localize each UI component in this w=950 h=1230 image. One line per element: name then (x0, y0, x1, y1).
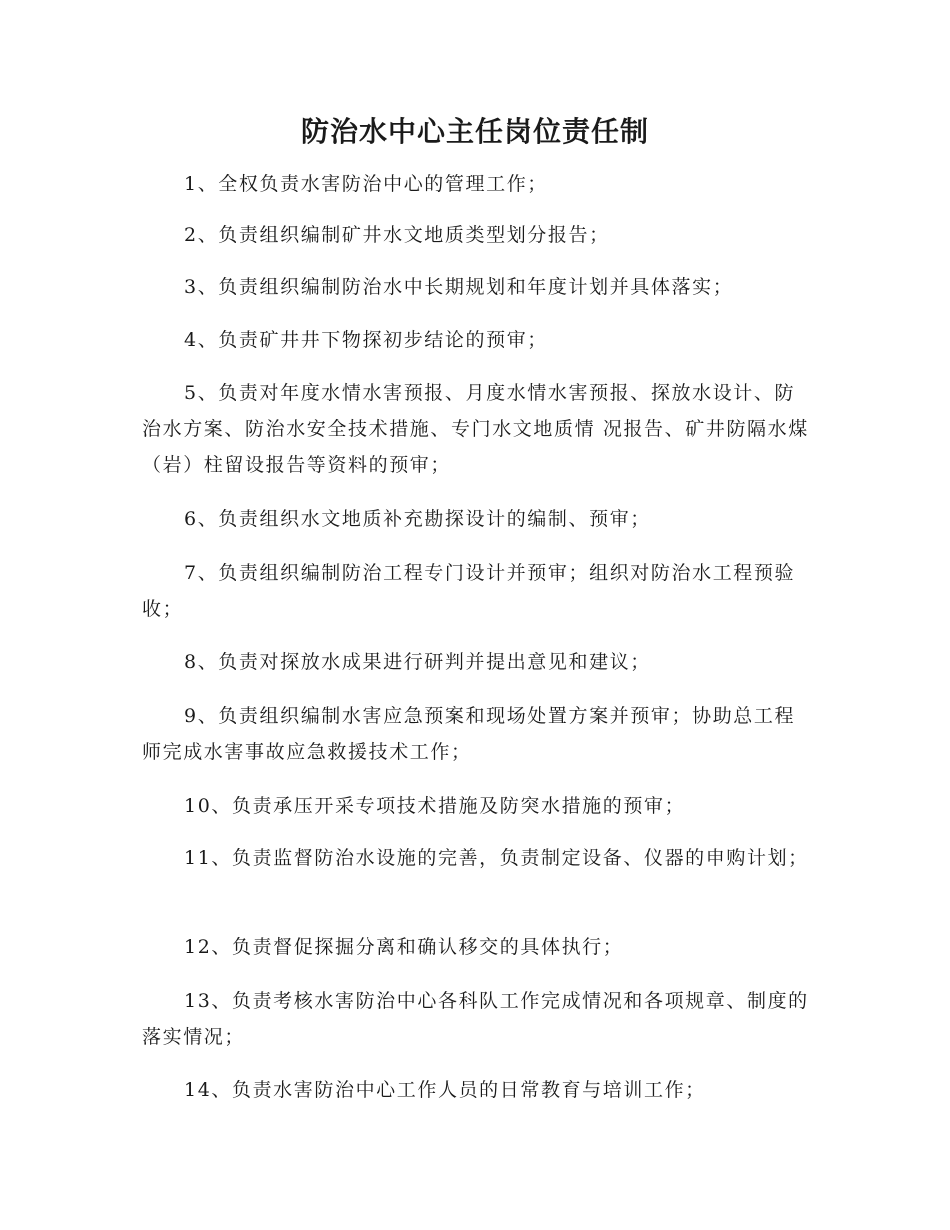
duty-item-5: 5、负责对年度水情水害预报、月度水情水害预报、探放水设计、防治水方案、防治水安全技术措施、专门水文地质情 况报告、矿井防隔水煤（岩）柱留设报告等资料的预审； (142, 382, 809, 476)
duty-item-12: 12、负责督促探掘分离和确认移交的具体执行； (184, 936, 624, 958)
duty-item-6: 6、负责组织水文地质补充勘探设计的编制、预审； (184, 508, 651, 530)
document-title: 防治水中心主任岗位责任制 (300, 115, 649, 148)
duty-item-14: 14、负责水害防治中心工作人员的日常教育与培训工作； (184, 1079, 706, 1101)
duty-item-2: 2、负责组织编制矿井水文地质类型划分报告； (184, 224, 610, 246)
duty-item-9: 9、负责组织编制水害应急预案和现场处置方案并预审；协助总工程师完成水害事故应急救援技术工作； (142, 705, 796, 763)
duty-item-8: 8、负责对探放水成果进行研判并提出意见和建议； (184, 651, 651, 673)
duty-item-3: 3、负责组织编制防治水中长期规划和年度计划并具体落实； (184, 276, 734, 298)
duty-item-7: 7、负责组织编制防治工程专门设计并预审；组织对防治水工程预验收； (142, 562, 796, 620)
duty-item-10: 10、负责承压开采专项技术措施及防突水措施的预审； (184, 795, 686, 817)
duty-item-1: 1、全权负责水害防治中心的管理工作； (184, 173, 548, 195)
duty-item-13: 13、负责考核水害防治中心各科队工作完成情况和各项规章、制度的落实情况； (142, 990, 809, 1048)
duty-item-11: 11、负责监督防治水设施的完善，负责制定设备、仪器的申购计划； (184, 847, 809, 869)
duty-item-4: 4、负责矿井井下物探初步结论的预审； (184, 329, 548, 351)
